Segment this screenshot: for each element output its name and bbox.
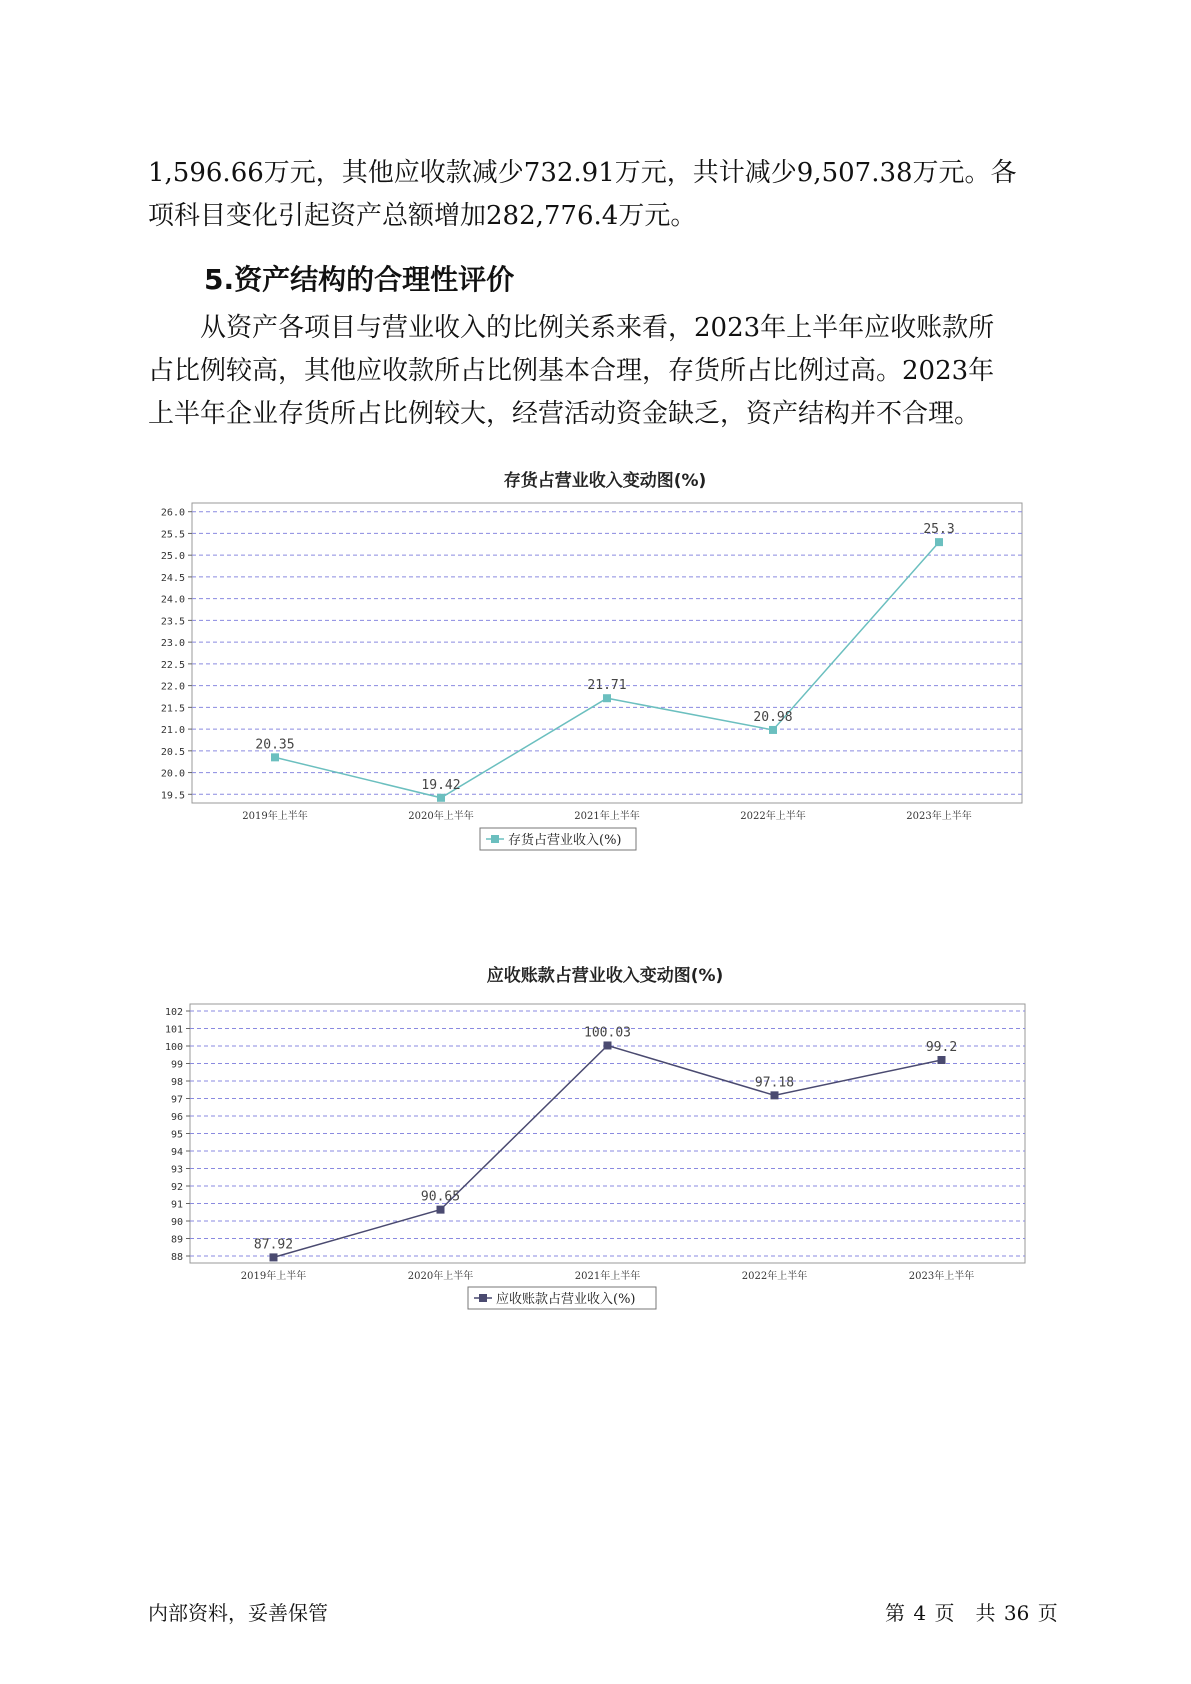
chart-title: 应收账款占营业收入变动图(%)	[486, 966, 724, 986]
y-tick-label: 23.5	[160, 616, 185, 628]
data-label: 87.92	[253, 1237, 294, 1253]
y-tick-label: 20.0	[160, 768, 185, 780]
y-tick-label: 25.5	[160, 529, 185, 541]
y-tick-label: 24.5	[160, 572, 185, 584]
y-tick-label: 97	[170, 1094, 183, 1106]
data-label: 19.42	[421, 777, 461, 793]
text-line: 从资产各项目与营业收入的比例关系来看，2023年上半年应收账款所	[200, 313, 995, 343]
data-point	[771, 1091, 779, 1099]
x-tick-label: 2019年上半年	[240, 1271, 307, 1282]
data-point	[938, 1056, 946, 1064]
text-line: 项科目变化引起资产总额增加282,776.4万元。	[148, 201, 697, 231]
y-tick-label: 24.0	[160, 594, 185, 606]
y-tick-label: 21.0	[160, 725, 185, 737]
x-tick-label: 2021年上半年	[574, 811, 640, 822]
section-heading: 5.资产结构的合理性评价	[204, 263, 515, 296]
legend-label: 应收账款占营业收入(%)	[496, 1292, 636, 1307]
data-point	[603, 694, 611, 702]
x-tick-label: 2020年上半年	[407, 1271, 474, 1282]
data-point	[604, 1041, 612, 1049]
data-label: 25.3	[923, 522, 955, 538]
y-tick-label: 98	[170, 1077, 183, 1088]
legend-label: 存货占营业收入(%)	[508, 833, 622, 848]
x-tick-label: 2023年上半年	[908, 1271, 975, 1282]
y-tick-label: 102	[164, 1007, 183, 1018]
receivables-ratio-chart	[150, 965, 1050, 1425]
data-label: 90.65	[420, 1189, 461, 1205]
legend-marker	[491, 835, 499, 843]
data-label: 20.98	[753, 709, 793, 725]
data-label: 99.2	[925, 1040, 958, 1055]
x-tick-label: 2019年上半年	[242, 811, 308, 822]
plot-area	[192, 503, 1022, 803]
footer-confidential: 内部资料，妥善保管	[148, 1601, 328, 1625]
page-current: 4	[913, 1601, 927, 1625]
y-tick-label: 94	[170, 1147, 183, 1158]
data-label: 20.35	[255, 737, 295, 753]
y-tick-label: 23.0	[160, 638, 185, 650]
text-line: 占比例较高，其他应收款所占比例基本合理，存货所占比例过高。2023年	[148, 356, 995, 386]
data-point	[437, 794, 445, 802]
page-total: 36	[1003, 1601, 1030, 1625]
y-tick-label: 101	[164, 1024, 183, 1036]
footer-page-number	[885, 1597, 1060, 1626]
y-tick-label: 22.5	[160, 659, 185, 671]
inventory-ratio-chart	[150, 470, 1050, 925]
x-tick-label: 2021年上半年	[574, 1271, 641, 1282]
x-tick-label: 2023年上半年	[906, 811, 972, 822]
data-label: 21.71	[587, 678, 627, 694]
y-tick-label: 91	[170, 1199, 183, 1211]
x-tick-label: 2022年上半年	[741, 1271, 808, 1282]
data-point	[271, 753, 279, 761]
page-label: 第	[885, 1601, 905, 1625]
page-label: 页	[1037, 1601, 1058, 1625]
y-tick-label: 92	[170, 1182, 183, 1193]
y-tick-label: 96	[170, 1112, 183, 1123]
data-label: 97.18	[754, 1075, 795, 1091]
y-tick-label: 21.5	[160, 703, 185, 715]
y-tick-label: 22.0	[160, 681, 185, 693]
data-point	[270, 1253, 278, 1261]
y-tick-label: 93	[170, 1164, 183, 1176]
text-line: 上半年企业存货所占比例较大，经营活动资金缺乏，资产结构并不合理。	[148, 399, 981, 429]
chart-title: 存货占营业收入变动图(%)	[503, 471, 707, 491]
y-tick-label: 89	[170, 1234, 183, 1246]
text-line: 1,596.66万元，其他应收款减少732.91万元，共计减少9,507.38万元。各	[148, 158, 1017, 188]
legend-marker	[479, 1294, 487, 1302]
y-tick-label: 88	[170, 1252, 183, 1263]
y-tick-label: 19.5	[160, 790, 185, 802]
x-tick-label: 2020年上半年	[408, 811, 474, 822]
data-point	[935, 538, 943, 546]
data-label: 100.03	[584, 1025, 631, 1041]
inventory-ratio-chart-svg	[150, 470, 1050, 925]
y-tick-label: 100	[164, 1042, 183, 1053]
paragraph-continuation	[148, 152, 1048, 238]
page-label: 页	[934, 1601, 955, 1625]
data-point	[769, 726, 777, 734]
paragraph-analysis	[148, 307, 1048, 436]
y-tick-label: 95	[170, 1129, 183, 1141]
page-label: 共	[975, 1601, 996, 1625]
y-tick-label: 90	[170, 1217, 183, 1228]
receivables-ratio-chart-svg	[150, 965, 1050, 1425]
x-tick-label: 2022年上半年	[740, 811, 806, 822]
y-tick-label: 25.0	[160, 551, 185, 563]
data-point	[437, 1206, 445, 1214]
y-tick-label: 26.0	[160, 507, 185, 519]
y-tick-label: 20.5	[160, 746, 185, 758]
y-tick-label: 99	[170, 1059, 183, 1071]
